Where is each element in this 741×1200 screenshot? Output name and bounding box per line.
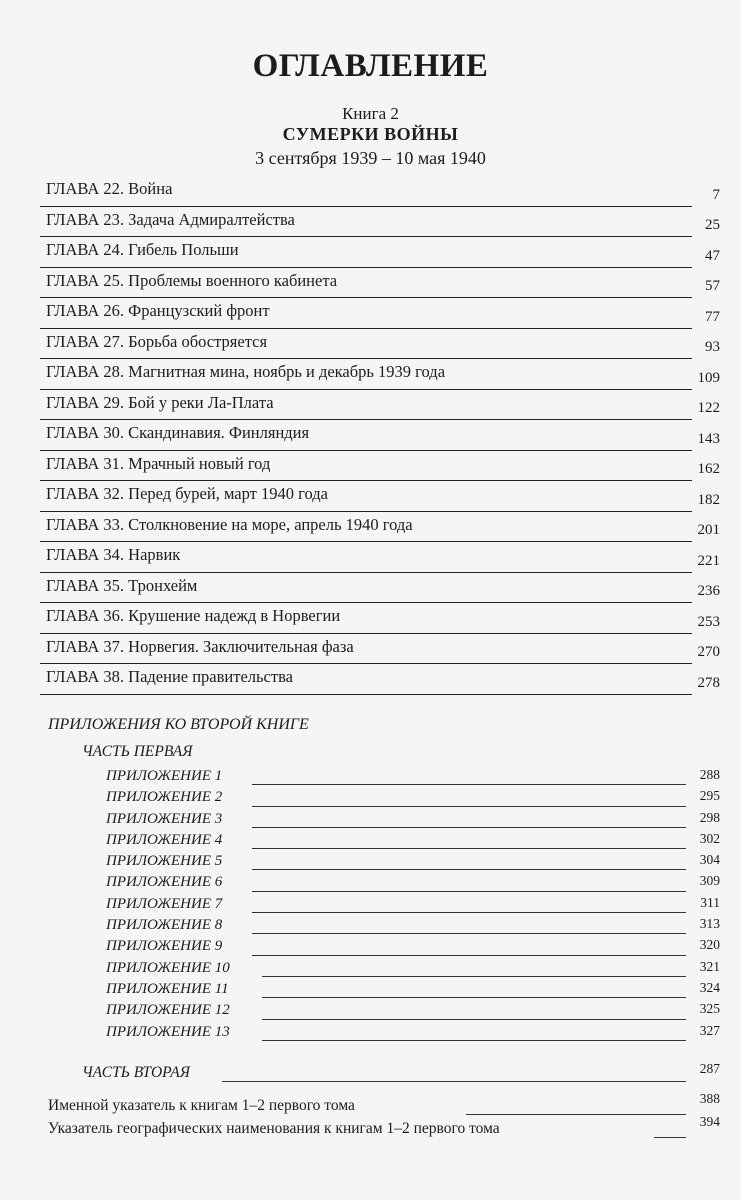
leader-line [466, 1114, 686, 1115]
chapter-row[interactable] [40, 268, 720, 299]
chapter-row[interactable] [40, 603, 720, 634]
chapter-row[interactable] [40, 451, 720, 482]
chapter-page: 162 [697, 461, 720, 477]
appendix-page: 321 [699, 958, 720, 974]
chapter-title: ГЛАВА 22. Война [46, 179, 173, 198]
chapter-row[interactable] [40, 207, 720, 238]
part-two-page: 287 [699, 1061, 720, 1076]
leader-line [262, 1019, 686, 1020]
appendix-row[interactable] [106, 811, 720, 832]
appendix-title: ПРИЛОЖЕНИЕ 5 [106, 853, 223, 870]
appendix-title: ПРИЛОЖЕНИЕ 9 [106, 938, 223, 955]
appendix-page: 325 [699, 1001, 720, 1017]
appendix-title: ПРИЛОЖЕНИЕ 2 [106, 789, 223, 806]
appendix-page: 311 [700, 894, 720, 910]
leader-line [262, 997, 686, 998]
appendix-page: 313 [699, 916, 720, 932]
appendix-title: ПРИЛОЖЕНИЕ 4 [106, 831, 223, 848]
part-one-heading: ЧАСТЬ ПЕРВАЯ [82, 743, 193, 760]
chapter-title: ГЛАВА 36. Крушение надежд в Норвегии [46, 606, 341, 625]
appendix-row[interactable] [106, 853, 720, 874]
leader-line [262, 1040, 686, 1041]
chapter-page: 47 [705, 247, 720, 264]
appendix-row[interactable] [106, 768, 720, 789]
chapter-title: ГЛАВА 29. Бой у реки Ла-Плата [46, 392, 274, 412]
chapter-title: ГЛАВА 38. Падение правительства [46, 667, 293, 686]
geo-index-page: 394 [699, 1114, 720, 1129]
appendix-row[interactable] [106, 981, 720, 1002]
appendix-title: ПРИЛОЖЕНИЕ 13 [106, 1023, 230, 1040]
appendix-page: 295 [699, 788, 720, 804]
leader-line [262, 976, 686, 977]
chapter-page: 93 [705, 339, 720, 355]
book-label: Книга 2 [342, 104, 399, 123]
chapter-row[interactable] [40, 329, 720, 360]
appendix-page: 324 [699, 979, 720, 995]
chapter-title: ГЛАВА 27. Борьба обостряется [46, 331, 268, 351]
appendix-title: ПРИЛОЖЕНИЕ 11 [106, 980, 229, 997]
chapter-title: ГЛАВА 33. Столкновение на море, апрель 1940 года [46, 514, 413, 534]
appendix-title: ПРИЛОЖЕНИЕ 6 [106, 874, 223, 891]
name-index-row[interactable] [48, 1091, 720, 1119]
appendix-row[interactable] [106, 960, 720, 981]
leader-line [252, 784, 686, 785]
chapter-row[interactable] [40, 481, 720, 512]
appendix-row[interactable] [106, 832, 720, 853]
leader-line [252, 912, 686, 913]
name-index-title: Именной указатель к книгам 1–2 первого тома [48, 1097, 355, 1114]
chapter-page: 253 [697, 613, 720, 630]
leader-line [252, 891, 686, 892]
appendix-row[interactable] [106, 789, 720, 810]
chapter-page: 25 [705, 217, 720, 233]
chapter-row[interactable] [40, 390, 720, 421]
chapter-title: ГЛАВА 25. Проблемы военного кабинета [46, 270, 338, 290]
chapter-row[interactable] [40, 359, 720, 390]
appendices-heading: ПРИЛОЖЕНИЯ КО ВТОРОЙ КНИГЕ [48, 716, 309, 733]
book-dates: 3 сентября 1939 – 10 мая 1940 [255, 148, 486, 168]
chapter-page: 278 [697, 674, 720, 691]
page-title: ОГЛАВЛЕНИЕ [252, 48, 489, 84]
appendix-row[interactable] [106, 896, 720, 917]
leader-line [252, 869, 686, 870]
appendix-page: 327 [699, 1022, 720, 1038]
appendix-page: 304 [699, 852, 720, 868]
part-two-heading: ЧАСТЬ ВТОРАЯ [82, 1064, 190, 1081]
leader-line [252, 848, 686, 849]
chapter-page: 7 [712, 186, 720, 203]
leader-line [222, 1081, 686, 1082]
appendix-title: ПРИЛОЖЕНИЕ 10 [106, 959, 230, 976]
chapter-page: 109 [697, 369, 720, 386]
chapter-row[interactable] [40, 634, 720, 665]
chapter-title: ГЛАВА 34. Нарвик [46, 545, 181, 564]
chapter-row[interactable] [40, 176, 720, 207]
appendix-title: ПРИЛОЖЕНИЕ 8 [106, 917, 223, 934]
appendix-page: 298 [699, 809, 720, 825]
chapter-page: 77 [705, 308, 720, 325]
chapter-page: 270 [697, 644, 720, 660]
chapter-page: 57 [705, 278, 720, 294]
appendix-page: 309 [699, 873, 720, 889]
appendix-page: 288 [699, 767, 720, 782]
chapter-title: ГЛАВА 35. Тронхейм [46, 575, 198, 595]
appendix-row[interactable] [106, 1024, 720, 1045]
chapter-title: ГЛАВА 37. Норвегия. Заключительная фаза [46, 636, 354, 656]
appendix-page: 320 [699, 937, 720, 953]
chapter-row[interactable] [40, 664, 720, 695]
appendix-list [106, 768, 720, 1045]
book-title: СУМЕРКИ ВОЙНЫ [282, 124, 459, 144]
leader-line [252, 933, 686, 934]
appendix-title: ПРИЛОЖЕНИЕ 1 [106, 768, 223, 784]
chapter-title: ГЛАВА 26. Французский фронт [46, 301, 270, 320]
chapter-row[interactable] [40, 298, 720, 329]
chapter-page: 201 [697, 522, 720, 538]
chapter-title: ГЛАВА 32. Перед бурей, март 1940 года [46, 484, 328, 503]
chapter-title: ГЛАВА 23. Задача Адмиралтейства [46, 209, 295, 229]
chapter-page: 221 [697, 552, 720, 569]
leader-line [252, 955, 686, 956]
appendix-row[interactable] [106, 917, 720, 938]
appendix-row[interactable] [106, 938, 720, 959]
chapter-page: 143 [697, 430, 720, 447]
chapter-page: 236 [697, 583, 720, 599]
leader-line [252, 827, 686, 828]
chapter-title: ГЛАВА 30. Скандинавия. Финляндия [46, 423, 310, 442]
part-two-row[interactable] [82, 1061, 720, 1086]
chapter-title: ГЛАВА 24. Гибель Польши [46, 240, 239, 259]
geo-index-title: Указатель географических наименования к книгам 1–2 первого тома [48, 1120, 500, 1137]
geo-index-row[interactable] [48, 1114, 720, 1142]
chapter-title: ГЛАВА 28. Магнитная мина, ноябрь и декабрь 1939 года [46, 362, 446, 381]
chapter-page: 122 [697, 400, 720, 416]
chapter-list [40, 176, 720, 695]
chapter-row[interactable] [40, 512, 720, 543]
chapter-row[interactable] [40, 573, 720, 604]
appendix-row[interactable] [106, 874, 720, 895]
appendix-row[interactable] [106, 1002, 720, 1023]
chapter-row[interactable] [40, 542, 720, 573]
appendix-title: ПРИЛОЖЕНИЕ 7 [106, 895, 223, 912]
chapter-page: 182 [697, 491, 720, 508]
appendix-page: 302 [699, 830, 720, 846]
name-index-page: 388 [699, 1091, 720, 1106]
leader-line [654, 1137, 686, 1138]
appendix-title: ПРИЛОЖЕНИЕ 12 [106, 1002, 230, 1019]
chapter-title: ГЛАВА 31. Мрачный новый год [46, 453, 271, 473]
leader-line [40, 694, 692, 695]
appendix-title: ПРИЛОЖЕНИЕ 3 [106, 810, 223, 827]
chapter-row[interactable] [40, 420, 720, 451]
chapter-row[interactable] [40, 237, 720, 268]
leader-line [252, 806, 686, 807]
